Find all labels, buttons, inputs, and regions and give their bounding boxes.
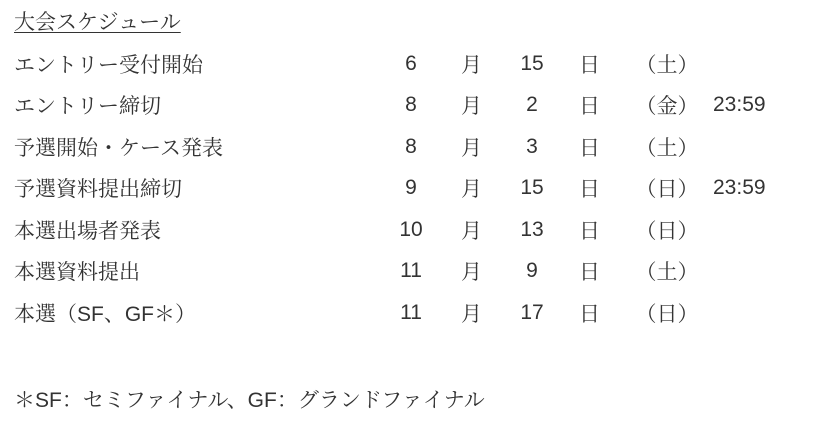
month-value: 10: [399, 217, 423, 241]
day-value: 9: [526, 259, 538, 283]
day-unit: 日: [579, 95, 600, 119]
schedule-row: [14, 126, 838, 168]
month-unit: 月: [461, 261, 482, 285]
weekday-label: （日）: [635, 302, 699, 326]
schedule-row: [14, 209, 838, 251]
schedule-row: [14, 292, 838, 334]
time-label: 23:59: [713, 176, 766, 200]
event-label: 予選資料提出締切: [14, 178, 182, 202]
day-unit: 日: [579, 219, 600, 243]
schedule-row: [14, 85, 838, 127]
weekday-label: （土）: [635, 261, 699, 285]
month-value: 11: [400, 300, 422, 324]
page-title: 大会スケジュール: [14, 11, 181, 34]
month-value: 8: [405, 93, 417, 117]
weekday-label: （金）: [635, 95, 699, 119]
event-label: 本選出場者発表: [14, 219, 161, 243]
month-value: 9: [405, 176, 417, 200]
weekday-label: （土）: [635, 53, 699, 77]
day-unit: 日: [579, 261, 600, 285]
event-label: 本選資料提出: [14, 261, 140, 285]
schedule-row: [14, 168, 838, 210]
day-unit: 日: [579, 53, 600, 77]
month-unit: 月: [461, 302, 482, 326]
day-value: 17: [520, 300, 544, 324]
month-unit: 月: [461, 178, 482, 202]
time-label: 23:59: [713, 93, 766, 117]
month-unit: 月: [461, 136, 482, 160]
month-value: 11: [400, 259, 422, 283]
day-unit: 日: [579, 136, 600, 160]
event-label: 予選開始・ケース発表: [14, 136, 223, 160]
month-unit: 月: [461, 53, 482, 77]
month-value: 8: [405, 134, 417, 158]
month-unit: 月: [461, 95, 482, 119]
schedule-table: [14, 43, 838, 334]
day-value: 13: [520, 217, 544, 241]
footnote: ＊SF：セミファイナル、GF：グランドファイナル: [14, 388, 485, 412]
schedule-row: [14, 43, 838, 85]
weekday-label: （日）: [635, 219, 699, 243]
weekday-label: （日）: [635, 178, 699, 202]
day-value: 2: [526, 93, 538, 117]
event-label: エントリー締切: [14, 95, 161, 119]
event-label: エントリー受付開始: [14, 53, 203, 77]
day-unit: 日: [579, 178, 600, 202]
month-unit: 月: [461, 219, 482, 243]
schedule-row: [14, 251, 838, 293]
event-label: 本選（SF、GF＊）: [14, 302, 196, 326]
day-value: 15: [520, 51, 544, 75]
month-value: 6: [405, 51, 417, 75]
day-unit: 日: [579, 302, 600, 326]
day-value: 3: [526, 134, 538, 158]
weekday-label: （土）: [635, 136, 699, 160]
day-value: 15: [520, 176, 544, 200]
